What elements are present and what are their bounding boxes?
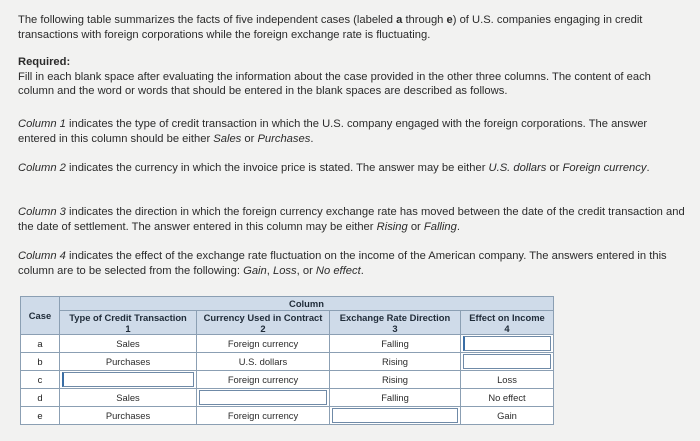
table-row-d	[21, 389, 554, 407]
column3-option-falling: Falling	[423, 220, 457, 233]
cell-transaction-blank	[60, 371, 197, 389]
intro-text-mid: through	[402, 14, 447, 26]
cell-currency: Foreign currency	[197, 335, 330, 353]
column4-sep: ,	[266, 264, 273, 277]
case-label: c	[21, 371, 60, 389]
cell-transaction: Purchases	[60, 353, 197, 371]
header-number: 1	[125, 323, 131, 334]
column4-or: , or	[296, 264, 316, 277]
answer-input-b-effect[interactable]	[463, 354, 551, 369]
header-title: Type of Credit Transaction	[69, 312, 187, 323]
column2-or: or	[546, 162, 563, 174]
cell-effect-blank	[461, 353, 554, 371]
column3-end: .	[456, 220, 460, 233]
column4-option-gain: Gain	[243, 264, 267, 277]
case-label: a	[21, 335, 60, 353]
cell-currency-blank	[197, 389, 330, 407]
header-number: 3	[392, 323, 398, 334]
cell-direction: Falling	[330, 335, 461, 353]
column1-option-purchases: Purchases	[257, 132, 311, 145]
table-row-c	[21, 371, 554, 389]
column1-option-sales: Sales	[213, 132, 242, 145]
column2-option-usd: U.S. dollars	[488, 162, 547, 174]
column2-option-foreign: Foreign currency	[562, 162, 647, 174]
column1-text: indicates the type of credit transaction in which the U.S. company engaged with the foreign corporations. The answer entered in this column should be either	[18, 118, 648, 145]
column4-label: Column 4	[18, 250, 66, 262]
header-exchange-rate-direction	[330, 311, 461, 335]
answer-input-c-transaction[interactable]	[62, 372, 194, 387]
cell-effect: Loss	[461, 371, 554, 389]
header-type-of-credit-transaction	[60, 311, 197, 335]
column3-description	[18, 205, 686, 234]
case-label: b	[21, 353, 60, 371]
cell-transaction: Purchases	[60, 407, 197, 425]
cell-effect: Gain	[461, 407, 554, 425]
required-section	[18, 55, 686, 99]
cell-effect: No effect	[461, 389, 554, 407]
answer-input-a-effect[interactable]	[463, 336, 551, 351]
header-title: Effect on Income	[469, 312, 545, 323]
cell-direction: Rising	[330, 371, 461, 389]
intro-text: The following table summarizes the facts of five independent cases (labeled	[18, 14, 397, 26]
column3-or: or	[407, 220, 424, 233]
cell-currency: U.S. dollars	[197, 353, 330, 371]
column2-end: .	[646, 162, 650, 174]
cases-table	[20, 296, 554, 425]
table-row-e	[21, 407, 554, 425]
column2-label: Column 2	[18, 162, 66, 174]
table-row-b	[21, 353, 554, 371]
cell-direction-blank	[330, 407, 461, 425]
case-header: Case	[21, 297, 60, 335]
cell-transaction: Sales	[60, 389, 197, 407]
case-label: d	[21, 389, 60, 407]
table-row-a	[21, 335, 554, 353]
case-label: e	[21, 407, 60, 425]
column4-description	[18, 249, 686, 278]
column1-description	[18, 117, 686, 146]
header-title: Currency Used in Contract	[203, 312, 323, 323]
column3-text: indicates the direction in which the foreign currency exchange rate has moved between the date of the credit transaction and the date of settlement. The answer entered in this column may be either	[18, 206, 685, 233]
intro-case-e: e	[446, 14, 453, 26]
column4-end: .	[360, 264, 364, 277]
header-effect-on-income	[461, 311, 554, 335]
column1-or: or	[241, 132, 258, 145]
column3-option-rising: Rising	[376, 220, 408, 233]
column-group-header: Column	[60, 297, 554, 311]
cell-direction: Falling	[330, 389, 461, 407]
column4-text: indicates the effect of the exchange rate fluctuation on the income of the American company. The answers entered in this column are to be selected from the following:	[18, 250, 667, 277]
intro-case-a: a	[396, 14, 403, 26]
cell-currency: Foreign currency	[197, 371, 330, 389]
column4-option-no-effect: No effect	[315, 264, 361, 277]
cell-currency: Foreign currency	[197, 407, 330, 425]
header-title: Exchange Rate Direction	[339, 312, 451, 323]
column2-text: indicates the currency in which the invoice price is stated. The answer may be either	[65, 162, 489, 174]
column3-label: Column 3	[18, 206, 66, 218]
column4-option-loss: Loss	[272, 264, 297, 277]
cell-transaction: Sales	[60, 335, 197, 353]
intro-paragraph	[18, 13, 686, 42]
cell-direction: Rising	[330, 353, 461, 371]
answer-input-e-direction[interactable]	[332, 408, 458, 423]
required-title: Required:	[18, 56, 71, 68]
required-text: Fill in each blank space after evaluating the information about the case provided in the other three columns. The content of each column and the word or words that should be entered in the blank spaces are described as follows.	[18, 70, 651, 97]
header-currency-used	[197, 311, 330, 335]
column1-label: Column 1	[18, 118, 66, 130]
header-number: 4	[504, 323, 510, 334]
answer-input-d-currency[interactable]	[199, 390, 327, 405]
header-number: 2	[260, 323, 266, 334]
cell-effect-blank	[461, 335, 554, 353]
intro-text-end: ) of U.S. companies engaging in credit transactions with foreign corporations while the foreign exchange rate is fluctuating.	[18, 14, 643, 41]
column1-end: .	[310, 132, 314, 145]
column2-description	[18, 161, 686, 176]
